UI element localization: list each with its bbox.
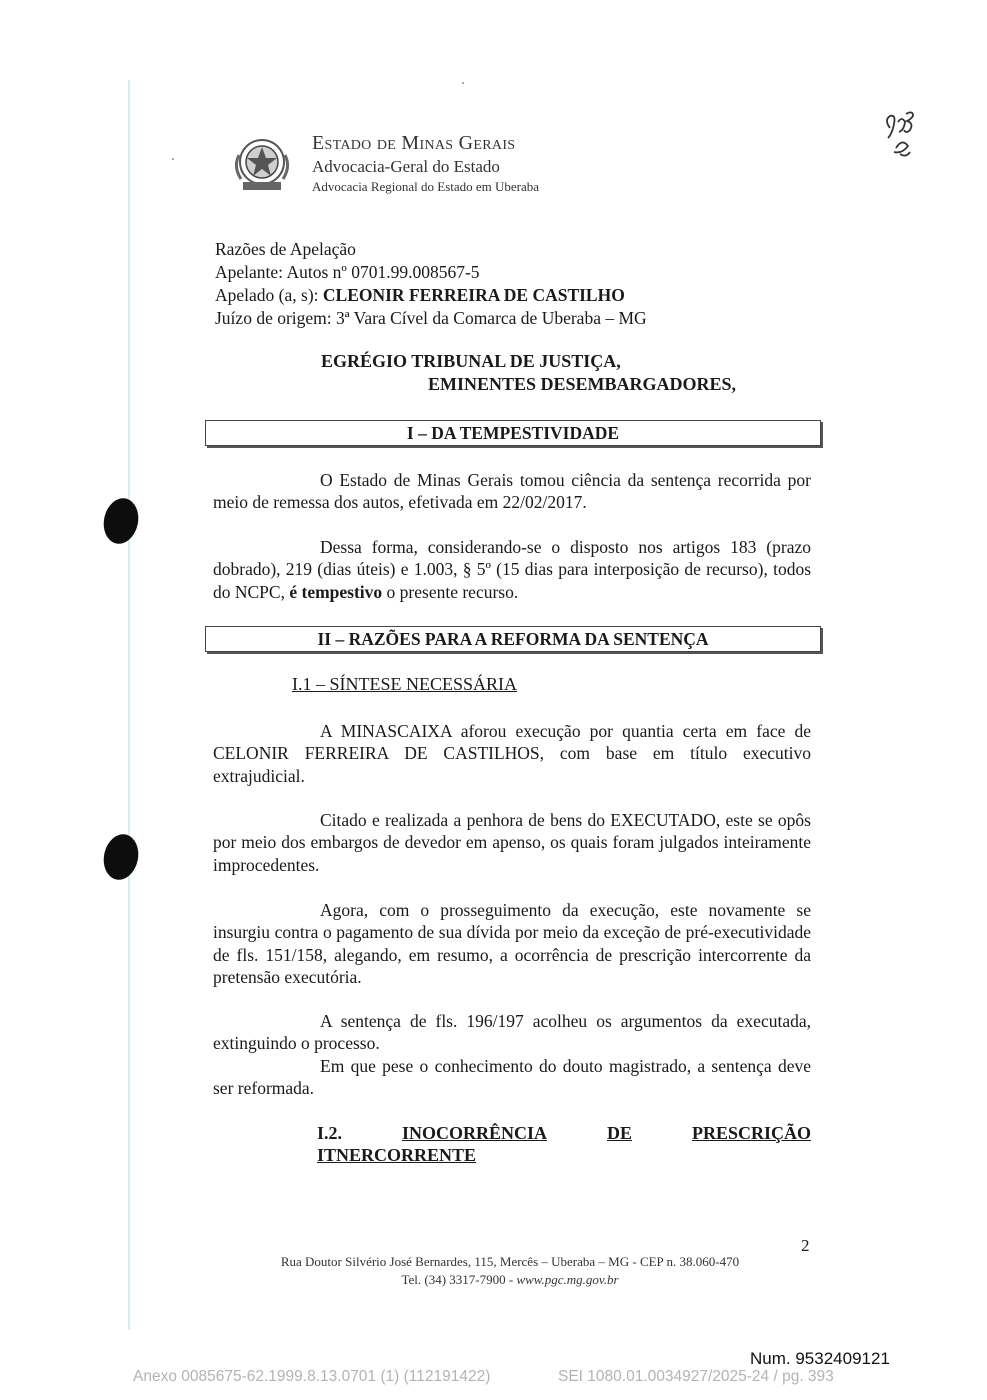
appellant-value: Autos nº 0701.99.008567-5 xyxy=(286,262,480,282)
appellee-line xyxy=(215,285,625,306)
scan-speck xyxy=(462,82,464,84)
footer-contact xyxy=(0,1272,987,1288)
annex-stamp: Anexo 0085675-62.1999.8.13.0701 (1) (112191422) xyxy=(133,1368,491,1385)
subsection-word: ITNERCORRENTE xyxy=(317,1145,477,1165)
document-number-stamp: Num. 9532409121 xyxy=(750,1349,890,1368)
appellee-label: Apelado (a, s): xyxy=(215,285,319,305)
appellant-line xyxy=(215,262,480,283)
subsection-heading-row xyxy=(317,1122,811,1144)
appellant-label: Apelante: xyxy=(215,262,284,282)
appellee-value: CLEONIR FERREIRA DE CASTILHO xyxy=(322,285,625,305)
section-heading-razoes xyxy=(205,626,821,652)
scan-speck xyxy=(172,158,174,160)
subsection-heading-prescricao xyxy=(317,1122,811,1166)
paragraph-embargos: Citado e realizada a penhora de bens do EXECUTADO, este se opôs por meio dos embargos de devedor em apenso, os quais foram julgados inteiramente improcedentes. xyxy=(213,810,811,875)
paragraph-prazo xyxy=(213,536,811,603)
paragraph-execucao: A MINASCAIXA aforou execução por quantia certa em face de CELONIR FERREIRA DE CASTILHOS, com base em título executivo extrajudicial. xyxy=(213,721,811,786)
section-heading-tempestividade xyxy=(205,420,821,446)
origin-value: 3ª Vara Cível da Comarca de Uberaba – MG xyxy=(336,308,647,328)
subsection-word: PRESCRIÇÃO xyxy=(691,1123,811,1143)
paragraph-ciencia: O Estado de Minas Gerais tomou ciência da sentença recorrida por meio de remessa dos autos, efetivada em 22/02/2017. xyxy=(213,470,811,513)
state-name: Estado de Minas Gerais xyxy=(312,132,516,154)
footer-phone: Tel. (34) 3317-7900 - xyxy=(401,1272,517,1287)
regional-office-name: Advocacia Regional do Estado em Uberaba xyxy=(312,179,540,194)
document-title: Razões de Apelação xyxy=(215,239,356,259)
page-number: 2 xyxy=(801,1236,810,1255)
section-heading-text: I – DA TEMPESTIVIDADE xyxy=(406,422,620,443)
paragraph-excecao: Agora, com o prosseguimento da execução, este novamente se insurgiu contra o pagamento de sua dívida por meio da exceção de pré-executividade de fls. 151/158, alegando, em resumo, a ocorrência de prescrição intercorrente da pretensão executória. xyxy=(213,900,811,987)
sei-page-stamp: SEI 1080.01.0034927/2025-24 / pg. 393 xyxy=(558,1368,834,1385)
prazo-text: Dessa forma, considerando-se o disposto nos artigos 183 (prazo dobrado), 219 (dias úteis) e 1.003, § 5º (15 dias para interposição de recurso), todos do NCPC, xyxy=(213,537,811,602)
handwritten-folio-mark xyxy=(880,108,925,163)
origin-label: Juízo de origem: xyxy=(215,308,332,328)
footer-website-link[interactable]: www.pgc.mg.gov.br xyxy=(516,1272,619,1287)
subsection-number: I.2. xyxy=(317,1123,343,1143)
scan-margin-line xyxy=(128,80,130,1330)
subsection-word: INOCORRÊNCIA xyxy=(401,1123,547,1143)
section-heading-text: II – RAZÕES PARA A REFORMA DA SENTENÇA xyxy=(317,628,709,649)
subsection-title: SÍNTESE NECESSÁRIA xyxy=(329,674,518,694)
paragraph-reforma: Em que pese o conhecimento do douto magistrado, a sentença deve ser reformada. xyxy=(213,1056,811,1099)
subsection-separator: – xyxy=(311,674,330,694)
punch-hole-top xyxy=(100,495,143,547)
court-address-line2: EMINENTES DESEMBARGADORES, xyxy=(428,374,737,394)
prazo-text-end: o presente recurso. xyxy=(382,581,519,602)
paragraph-sentenca: A sentença de fls. 196/197 acolheu os argumentos da executada, extinguindo o processo. xyxy=(213,1011,811,1054)
footer-address: Rua Doutor Silvério José Bernardes, 115, Mercês – Uberaba – MG - CEP n. 38.060-470 xyxy=(280,1254,740,1269)
tempestivo-emphasis: é tempestivo xyxy=(289,581,383,602)
subsection-heading-sintese xyxy=(292,674,517,695)
origin-line xyxy=(215,308,647,329)
agency-name: Advocacia-Geral do Estado xyxy=(312,157,500,176)
coat-of-arms-icon xyxy=(231,135,293,195)
subsection-number: I.1 xyxy=(292,674,312,694)
subsection-word: DE xyxy=(606,1123,632,1143)
court-address-line1: EGRÉGIO TRIBUNAL DE JUSTIÇA, xyxy=(321,351,621,371)
punch-hole-bottom xyxy=(100,831,143,883)
